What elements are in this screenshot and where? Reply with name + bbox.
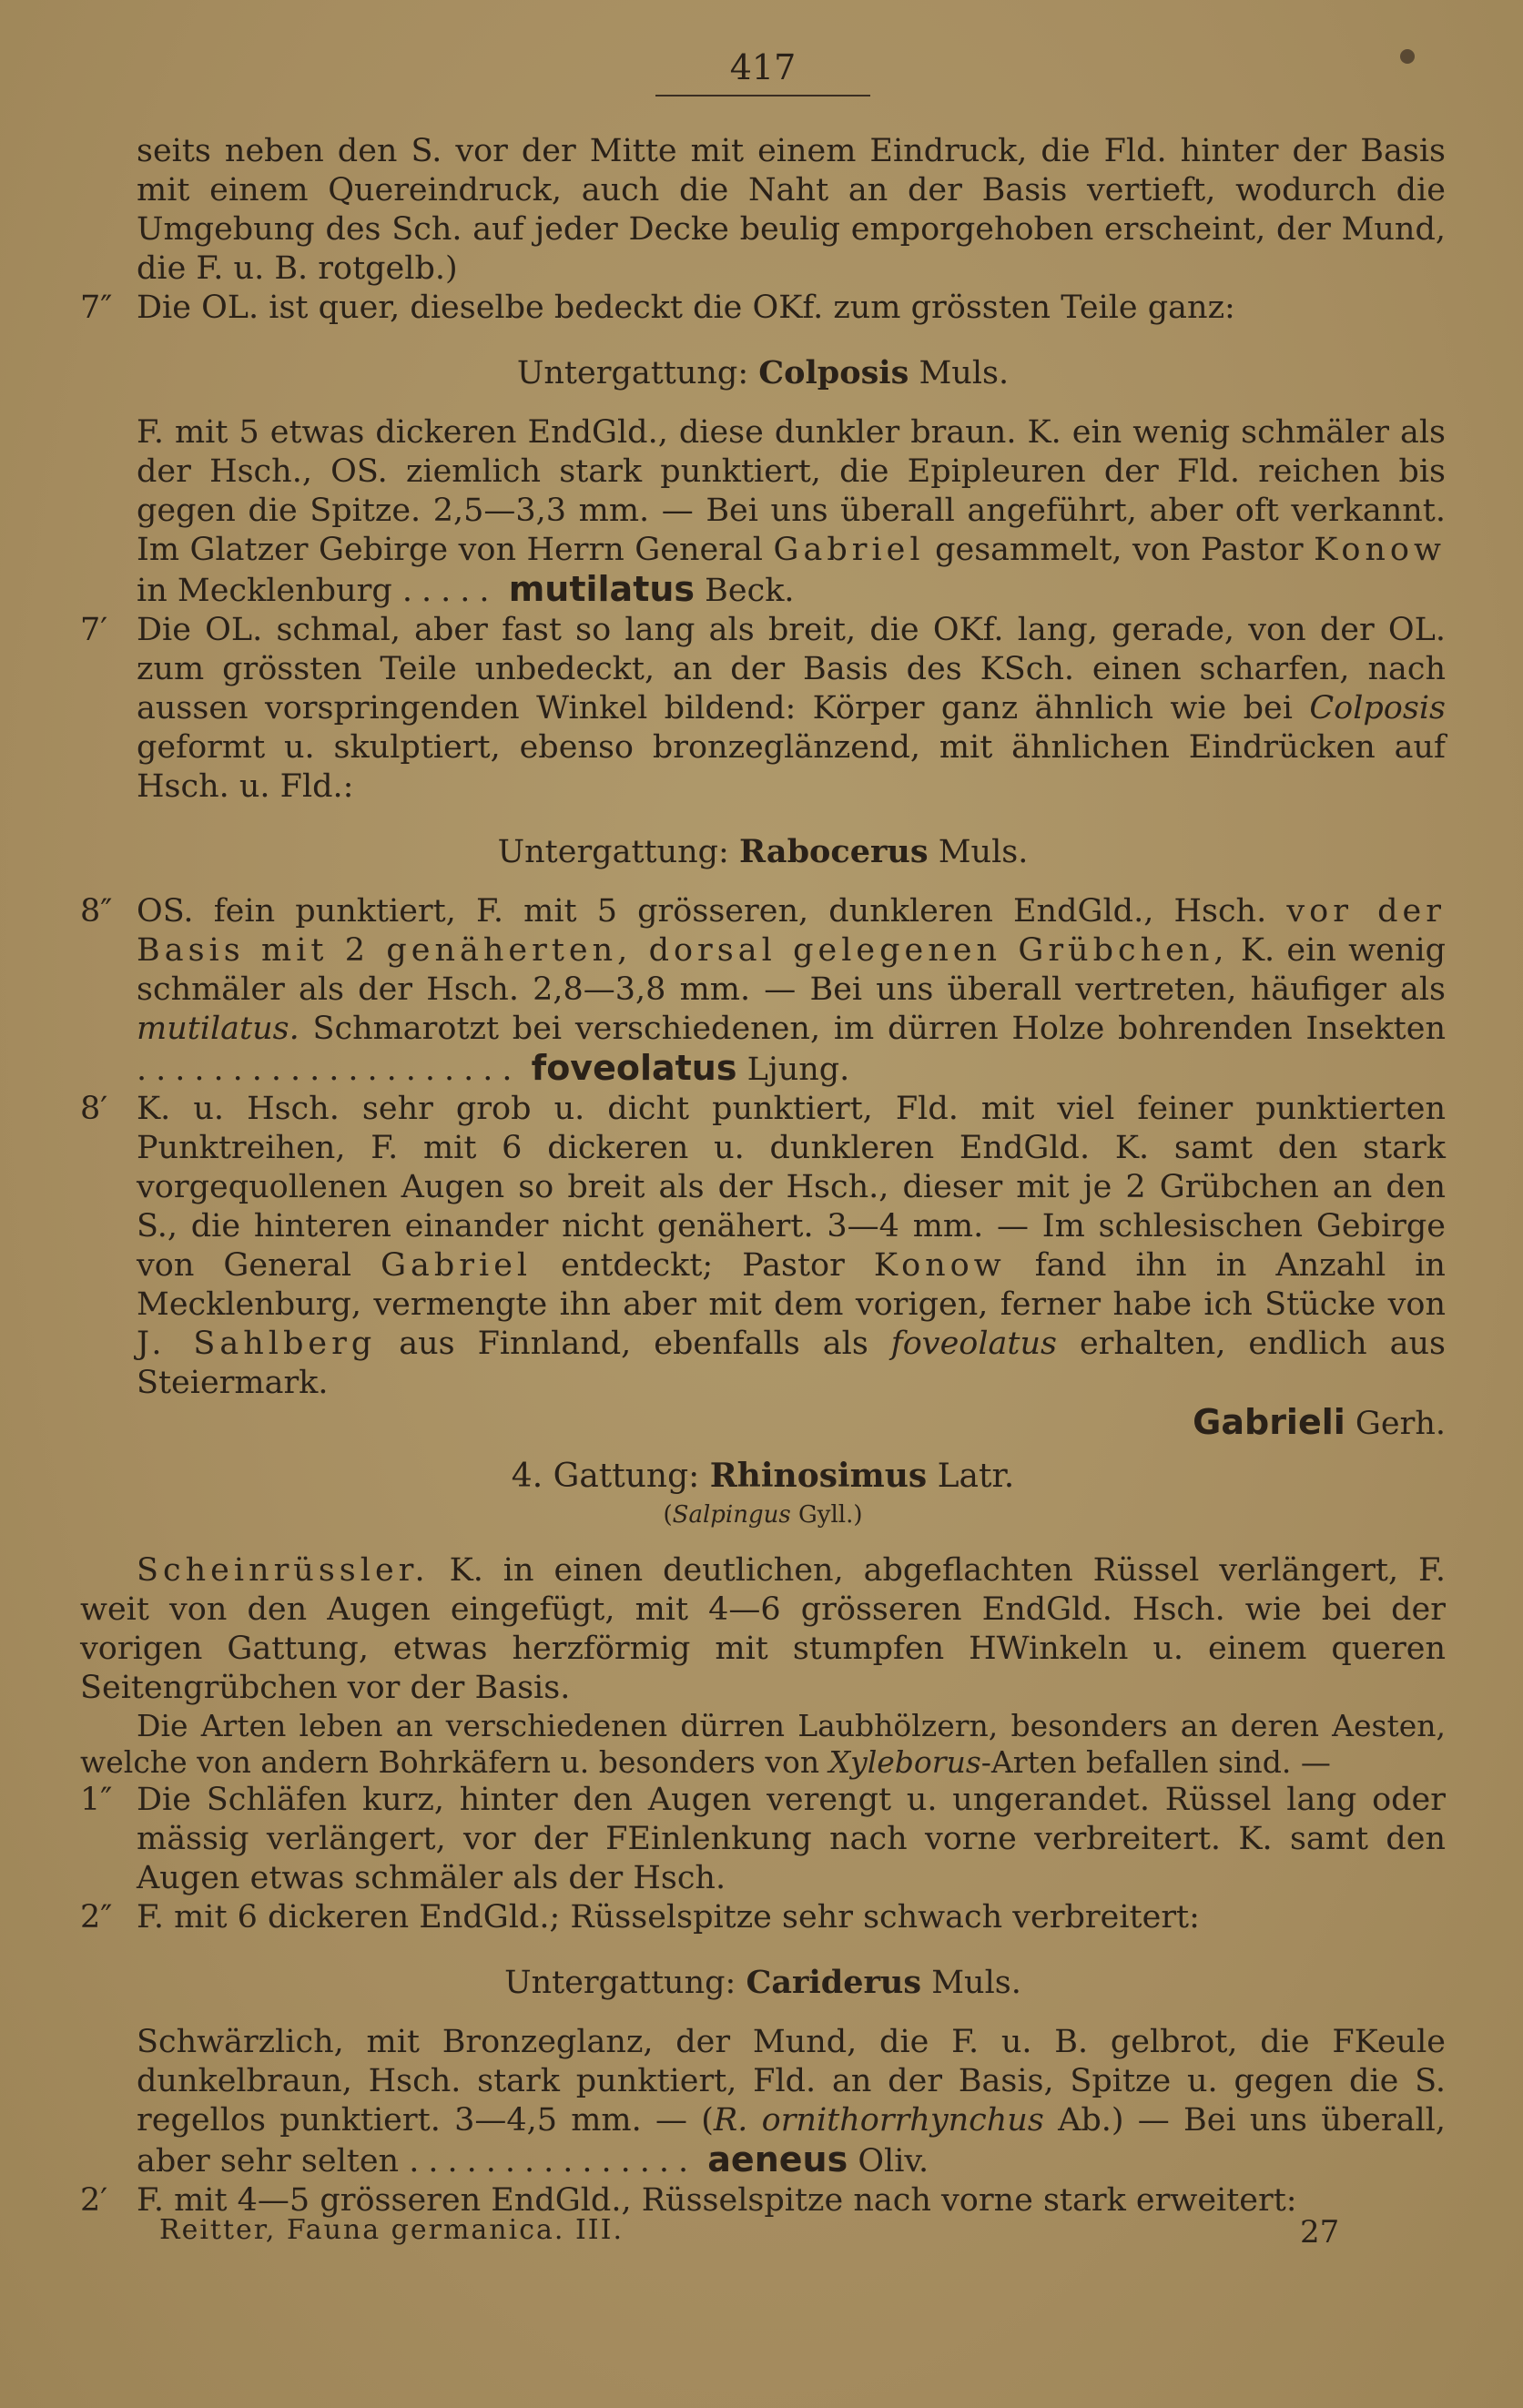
key-couplet-8b: 8″ OS. fein punktiert, F. mit 5 grösseren, dunkleren EndGld., Hsch. vor der Basis mit 2 genäherten, dorsal gelegenen Grübchen, K. ein wenig schmäler als der Hsch. 2,8—3,8 mm. — Bei uns überall vertreten, häufiger als mutilatus. Schmarotzt bei verschiedenen, im dürren Holze bohrenden Insekten .................... foveolatus Ljung.: [80, 893, 1446, 1088]
subgenus-heading-colposis: Untergattung: Colposis Muls.: [516, 354, 1010, 391]
genus-heading-rhinosimus: 4. Gattung: Rhinosimus Latr.: [511, 1457, 1015, 1495]
key-number: 7″: [80, 290, 113, 326]
species-name: aeneus: [707, 2139, 848, 2179]
species-name: mutilatus: [508, 569, 696, 609]
subgenus-name: Cariderus: [746, 1964, 922, 2001]
species-line-gabrieli: Gabrieli Gerh.: [1193, 1402, 1446, 1442]
species-name: Gabrieli: [1193, 1402, 1345, 1442]
subgenus-heading-cariderus: Untergattung: Cariderus Muls.: [504, 1964, 1021, 2001]
ink-spot: [1400, 49, 1415, 64]
key-number: 8′: [80, 1091, 108, 1127]
footer-source: Reitter, Fauna germanica. III.: [159, 2214, 624, 2246]
key-number: 8″: [80, 893, 113, 930]
genus-biology: Die Arten leben an verschiedenen dürren Laubhölzern, besonders an deren Aesten, welche von andern Bohrkäfern u. besonders von Xyleborus-Arten befallen sind. —: [80, 1708, 1446, 1780]
continued-paragraph: seits neben den S. vor der Mitte mit einem Eindruck, die Fld. hinter der Basis mit einem Quereindruck, auch die Naht an der Basis vertieft, wodurch die Umgebung des Sch. auf jeder Decke beulig emporgehoben erscheint, der Mund, die F. u. B. rotgelb.): [137, 133, 1446, 287]
genus-description: Scheinrüssler. K. in einen deutlichen, abgeflachten Rüssel verlängert, F. weit von den Augen eingefügt, mit 4—6 grösseren EndGld. Hsch. wie bei der vorigen Gattung, etwas herzförmig mit stumpfen HWinkeln u. einem queren Seitengrübchen vor der Basis.: [80, 1552, 1446, 1706]
page-number: 417: [655, 47, 870, 97]
key-couplet-8a: 8′ K. u. Hsch. sehr grob u. dicht punktiert, Fld. mit viel feiner punktierten Punktreihen, F. mit 6 dickeren u. dunkleren EndGld. K. samt den stark vorgequollenen Augen so breit als der Hsch., dieser mit je 2 Grübchen an den S., die hinteren einander nicht genähert. 3—4 mm. — Im schlesischen Gebirge von General Gabriel entdeckt; Pastor Konow fand ihn in Anzahl in Mecklenburg, vermengte ihn aber mit dem vorigen, ferner habe ich Stücke von J. Sahlberg aus Finnland, ebenfalls als foveolatus erhalten, endlich aus Steiermark.: [80, 1091, 1446, 1401]
key-couplet-7b: 7″ Die OL. ist quer, dieselbe bedeckt die OKf. zum grössten Teile ganz:: [80, 290, 1235, 326]
key-couplet-1b: 1″ Die Schläfen kurz, hinter den Augen verengt u. ungerandet. Rüssel lang oder mässig verlängert, vor der FEinlenkung nach vorne verbreitert. K. samt den Augen etwas schmäler als der Hsch.: [80, 1782, 1446, 1896]
key-number: 1″: [80, 1782, 113, 1818]
species-description-aeneus: Schwärzlich, mit Bronzeglanz, der Mund, die F. u. B. gelbrot, die FKeule dunkelbraun, Hsch. stark punktiert, Fld. an der Basis, Spitze u. gegen die S. regellos punktiert. 3—4,5 mm. — (R. ornithorrhynchus Ab.) — Bei uns überall, aber sehr selten ............... aeneus Oliv.: [137, 2024, 1446, 2179]
key-couplet-2b: 2″ F. mit 6 dickeren EndGld.; Rüsselspitze sehr schwach verbreitert:: [80, 1899, 1200, 1936]
key-number: 7′: [80, 612, 108, 648]
species-description-mutilatus: F. mit 5 etwas dickeren EndGld., diese dunkler braun. K. ein wenig schmäler als der Hsch., OS. ziemlich stark punktiert, die Epipleuren der Fld. reichen bis gegen die Spitze. 2,5—3,3 mm. — Bei uns überall angeführt, aber oft verkannt. Im Glatzer Gebirge von Herrn General Gabriel gesammelt, von Pastor Konow in Mecklenburg ..... mutilatus Beck.: [137, 414, 1446, 609]
subgenus-name: Rabocerus: [739, 833, 929, 870]
page-body: [80, 132, 1446, 2220]
key-number: 2″: [80, 1899, 113, 1936]
key-couplet-7a: 7′ Die OL. schmal, aber fast so lang als breit, die OKf. lang, gerade, von der OL. zum grössten Teile unbedeckt, an der Basis des KSch. einen scharfen, nach aussen vorspringenden Winkel bildend: Körper ganz ähnlich wie bei Colposis geformt u. skulptiert, ebenso bronzeglänzend, mit ähnlichen Eindrücken auf Hsch. u. Fld.:: [80, 612, 1446, 805]
genus-synonym: (Salpingus Gyll.): [663, 1501, 863, 1529]
subgenus-name: Colposis: [758, 354, 909, 391]
species-name: foveolatus: [531, 1048, 737, 1088]
page-footer: [159, 2214, 1343, 2251]
signature-mark: 27: [1300, 2214, 1340, 2251]
genus-name: Rhinosimus: [709, 1457, 928, 1495]
subgenus-heading-rabocerus: Untergattung: Rabocerus Muls.: [497, 833, 1029, 870]
key-number: 2′: [80, 2182, 108, 2219]
key-couplet-2a: 2′ F. mit 4—5 grösseren EndGld., Rüsselspitze nach vorne stark erweitert:: [80, 2182, 1297, 2219]
